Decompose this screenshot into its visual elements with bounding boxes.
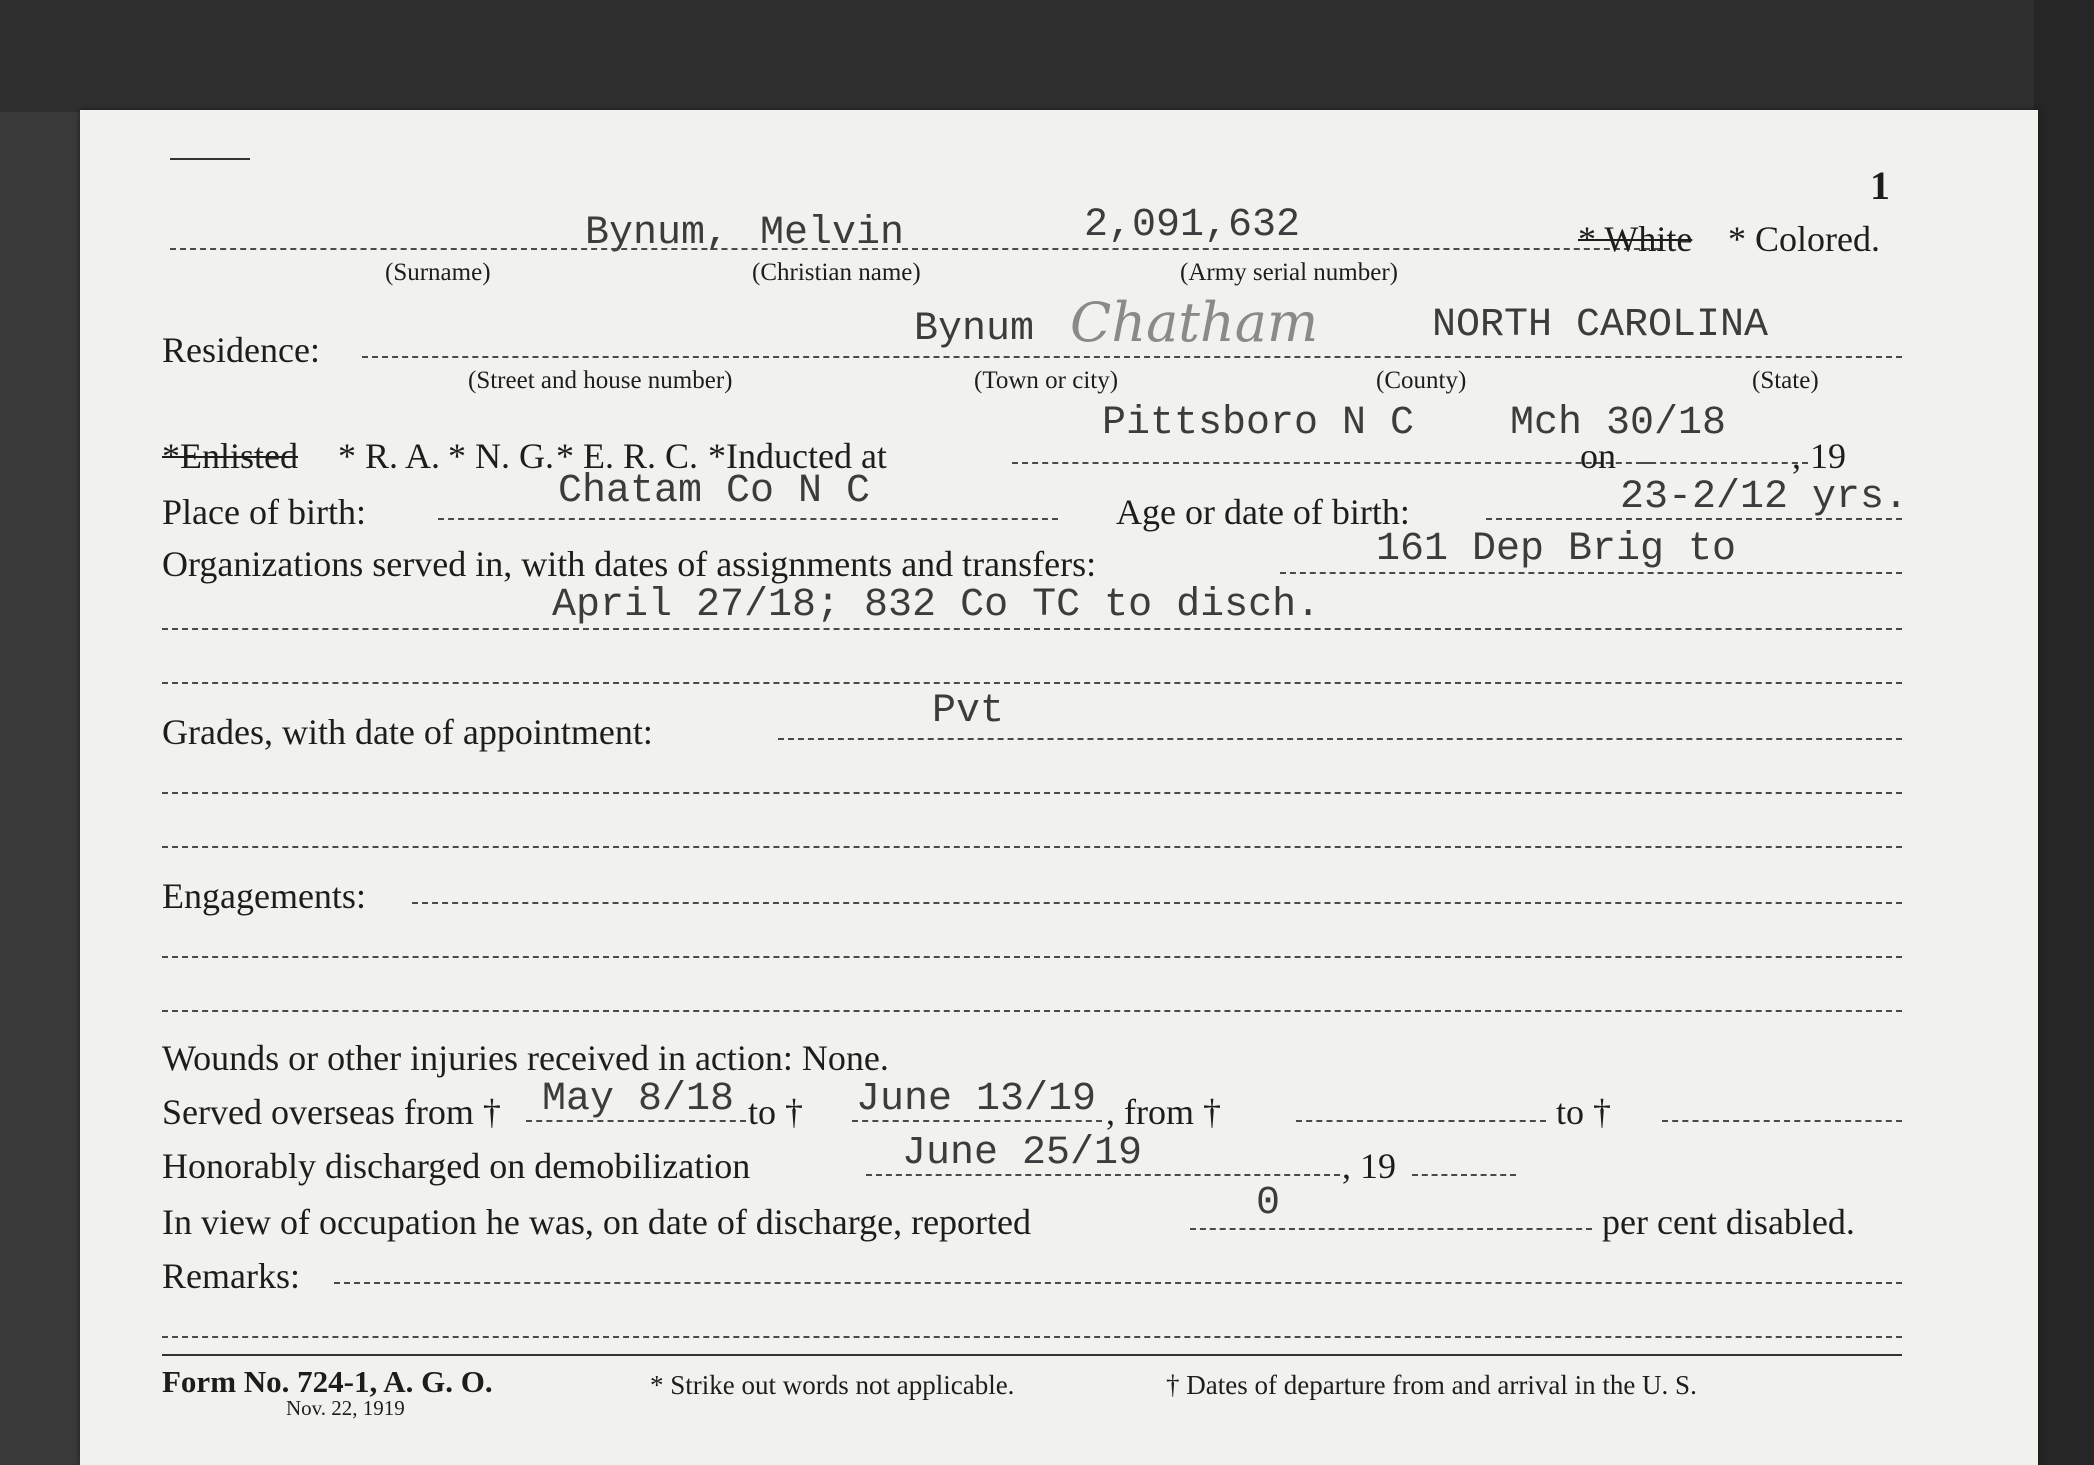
place-of-birth-value: Chatam Co N C (558, 469, 871, 514)
overseas-label: Served overseas from † (162, 1092, 501, 1132)
on-line (1640, 462, 1808, 464)
service-record-card (80, 110, 2038, 1465)
christian-name-caption: (Christian name) (752, 259, 921, 286)
remarks-line-1 (334, 1282, 1902, 1284)
organizations-value-line1: 161 Dep Brig to (1376, 527, 1737, 572)
engagements-label: Engagements: (162, 876, 366, 916)
discharge-year-label: , 19 (1342, 1146, 1396, 1186)
serial-number-caption: (Army serial number) (1180, 259, 1398, 286)
overseas-from2-label: , from † (1106, 1092, 1221, 1132)
age-line (1486, 518, 1902, 520)
surname-caption: (Surname) (385, 259, 491, 286)
town-caption: (Town or city) (974, 367, 1119, 394)
disability-line (1190, 1228, 1592, 1230)
residence-line (362, 356, 1902, 358)
ng-label: * N. G. (448, 436, 554, 476)
overseas-from2-line (1296, 1120, 1546, 1122)
remarks-label: Remarks: (162, 1256, 300, 1296)
organizations-value-line2: April 27/18; 832 Co TC to disch. (552, 583, 1321, 628)
overseas-from-line (526, 1120, 746, 1122)
discharge-value: June 25/19 (902, 1131, 1143, 1176)
overseas-to-line (852, 1120, 1102, 1122)
wounds-label: Wounds or other injuries received in action: None. (162, 1038, 889, 1078)
place-of-birth-line (438, 518, 1058, 520)
residence-county-handwritten: Chatham (1070, 291, 1319, 354)
inducted-place-value: Pittsboro N C (1102, 401, 1415, 446)
top-left-rule (170, 158, 250, 160)
remarks-line-2 (162, 1336, 1902, 1338)
strike-out-note: * Strike out words not applicable. (650, 1370, 1015, 1400)
christian-name-value: Melvin (760, 211, 905, 256)
residence-label: Residence: (162, 330, 320, 370)
organizations-label: Organizations served in, with dates of assignments and transfers: (162, 544, 1097, 584)
overseas-to2-line (1662, 1120, 1902, 1122)
white-label: * White (1578, 219, 1693, 259)
residence-state-value: NORTH CAROLINA (1432, 303, 1769, 348)
name-line (170, 248, 1660, 250)
inducted-at-label: *Inducted at (708, 436, 887, 476)
inducted-date-value: Mch 30/18 (1510, 401, 1727, 446)
street-caption: (Street and house number) (468, 367, 733, 394)
dates-note: † Dates of departure from and arrival in the U. S. (1166, 1370, 1697, 1400)
organizations-line-2 (162, 628, 1902, 630)
enlisted-label: *Enlisted (162, 436, 298, 476)
surname-value: Bynum, (585, 211, 730, 256)
discharge-year-line (1412, 1174, 1516, 1176)
discharge-line (866, 1174, 1340, 1176)
serial-number-value: 2,091,632 (1084, 203, 1301, 248)
organizations-line-1 (1280, 572, 1902, 574)
scan-background-top (0, 0, 2094, 112)
county-caption: (County) (1376, 367, 1467, 394)
inducted-line (1012, 462, 1652, 464)
overseas-to-value: June 13/19 (856, 1077, 1097, 1122)
disability-label: In view of occupation he was, on date of discharge, reported (162, 1202, 1032, 1242)
card-number: 1 (1870, 163, 1890, 208)
engagements-line-1 (412, 902, 1902, 904)
grades-line-2 (162, 792, 1902, 794)
footer-rule (162, 1354, 1902, 1356)
engagements-line-2 (162, 956, 1902, 958)
erc-label: * E. R. C. (556, 436, 699, 476)
state-caption: (State) (1752, 367, 1819, 394)
grades-label: Grades, with date of appointment: (162, 712, 653, 752)
colored-label: * Colored. (1728, 219, 1880, 259)
overseas-from-value: May 8/18 (542, 1077, 735, 1122)
form-number: Form No. 724-1, A. G. O. (162, 1364, 493, 1399)
form-date: Nov. 22, 1919 (286, 1396, 405, 1420)
disability-suffix: per cent disabled. (1602, 1202, 1855, 1242)
engagements-line-3 (162, 1010, 1902, 1012)
on-label: on (1580, 436, 1616, 476)
residence-town-value: Bynum (914, 307, 1035, 352)
overseas-to2-label: to † (1556, 1092, 1612, 1132)
year-label: , 19 (1792, 436, 1846, 476)
age-label: Age or date of birth: (1116, 492, 1410, 532)
overseas-to-label: to † (748, 1092, 804, 1132)
ra-label: * R. A. (338, 436, 441, 476)
place-of-birth-label: Place of birth: (162, 492, 366, 532)
age-value: 23-2/12 yrs. (1620, 475, 1909, 520)
grades-line-1 (778, 738, 1902, 740)
grades-line-3 (162, 846, 1902, 848)
disability-value: 0 (1256, 1181, 1281, 1226)
discharge-label: Honorably discharged on demobilization (162, 1146, 751, 1186)
grades-value: Pvt (932, 689, 1005, 734)
organizations-line-3 (162, 682, 1902, 684)
scan-background-right (2034, 0, 2094, 1465)
